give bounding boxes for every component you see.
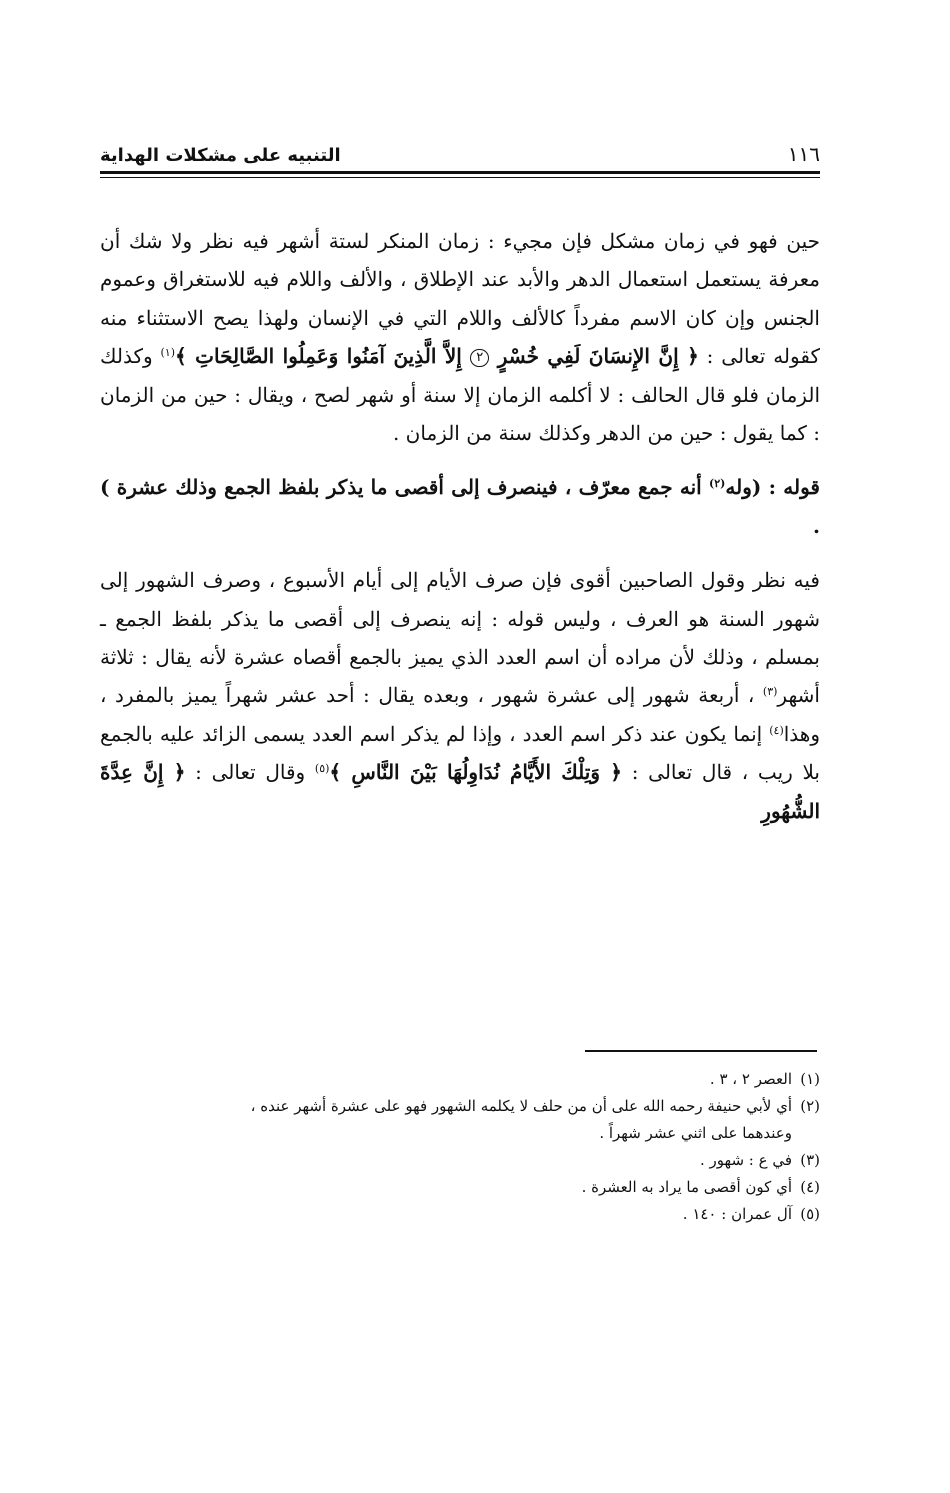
paragraph-1-text-a: حين فهو في زمان مشكل فإن مجيء : زمان المنكر لستة أشهر فيه نظر ولا شك أن معرفة يستعمل استعمال الدهر والأبد عند الإطلاق ، والألف واللام فيه للاستغراق وعموم الجنس وإن كان الاسم مفرداً كالألف واللام التي في الإنسان ولهذا يصح الاستثناء منه كقوله تعالى : (100, 229, 820, 369)
footnote-separator (585, 1050, 817, 1052)
paragraph-3-text-b: ، أربعة شهور إلى عشرة شهور ، وبعده يقال : أحد عشر شهراً يميز بالمفرد ، وهذا (100, 683, 820, 746)
running-title: التنبيه على مشكلات الهداية (100, 145, 341, 166)
footnote-ref-4[interactable]: (٤) (769, 723, 784, 737)
paragraph-3-text-a: فيه نظر وقول الصاحبين أقوى فإن صرف الأيام إلى أيام الأسبوع ، وصرف الشهور إلى شهور السنة هو العرف ، وليس قوله : إنه ينصرف إلى أقصى ما يذكر بلفظ الجمع ـ بمسلم ، وذلك لأن مراده أن اسم العدد الذي يميز بالجمع أقصاه عشرة لأنه يقال : ثلاثة أشهر (100, 568, 820, 708)
footnote-number: (٤) (800, 1178, 820, 1196)
paragraph-2-rest: أنه جمع معرّف ، فينصرف إلى أقصى ما يذكر بلفظ الجمع وذلك عشرة ) . (100, 475, 820, 538)
header-rule-thin (100, 177, 820, 178)
footnote-number: (٢) (800, 1097, 820, 1115)
paragraph-1-text-b: وكذلك الزمان فلو قال الحالف : لا أكلمه الزمان إلا سنة أو شهر لصح ، ويقال : حين من الزمان : كما يقول : حين من الدهر وكذلك سنة من الزمان . (100, 344, 820, 446)
footnote-item (100, 1066, 820, 1093)
quran-verse-1b: إِلاَّ الَّذِينَ آمَنُوا وَعَمِلُوا الصَّالِحَاتِ ﴾ (175, 344, 471, 369)
footnote-item (100, 1147, 820, 1174)
quran-verse-3: ﴿ إِنَّ عِدَّةَ الشُّهُورِ (100, 760, 820, 823)
header-rule-thick (100, 171, 820, 174)
paragraph-3 (100, 561, 820, 830)
page-number: ١١٦ (787, 142, 820, 166)
paragraph-2 (100, 468, 820, 545)
paragraph-2-lead: قوله : (وله (725, 475, 820, 500)
footnote-text: في ع : شهور . (700, 1151, 792, 1169)
footnote-ref-1[interactable]: (١) (160, 346, 175, 360)
footnote-item (100, 1201, 820, 1228)
verse-number-marker: ٢ (470, 349, 489, 367)
footnote-text: آل عمران : ١٤٠ . (682, 1205, 792, 1223)
running-header (100, 136, 820, 166)
paragraph-3-text-c: إنما يكون عند ذكر اسم العدد ، وإذا لم يذكر اسم العدد يسمى الزائد عليه بالجمع بلا ريب ، قال تعالى : (100, 721, 820, 785)
footnote-text: العصر ٢ ، ٣ . (709, 1070, 792, 1088)
footnote-number: (١) (800, 1070, 820, 1088)
footnote-text: أي لأبي حنيفة رحمه الله على أن من حلف لا يكلمه الشهور فهو على عشرة أشهر عنده ، (250, 1097, 792, 1115)
paragraph-3-text-d: وقال تعالى : (185, 760, 315, 785)
main-text (100, 222, 820, 830)
footnotes (100, 1066, 820, 1228)
footnote-text: أي كون أقصى ما يراد به العشرة . (581, 1178, 792, 1196)
paragraph-1 (100, 222, 820, 452)
footnote-item (100, 1174, 820, 1201)
footnote-number: (٥) (800, 1205, 820, 1223)
footnote-ref-3[interactable]: (٣) (762, 685, 778, 699)
quran-verse-2: ﴿ وَتِلْكَ الأَيَّامُ نُدَاوِلُهَا بَيْنَ النَّاسِ ﴾ (329, 760, 623, 785)
footnote-ref-2[interactable]: (٢) (709, 477, 726, 491)
footnote-number: (٣) (800, 1151, 820, 1169)
footnote-ref-5[interactable]: (٥) (314, 762, 330, 776)
quran-verse-1a: ﴿ إِنَّ الإِنسَانَ لَفِي خُسْرٍ (489, 344, 699, 369)
footnote-continuation: وعندهما على اثني عشر شهراً . (599, 1124, 792, 1142)
footnote-item (100, 1093, 820, 1120)
